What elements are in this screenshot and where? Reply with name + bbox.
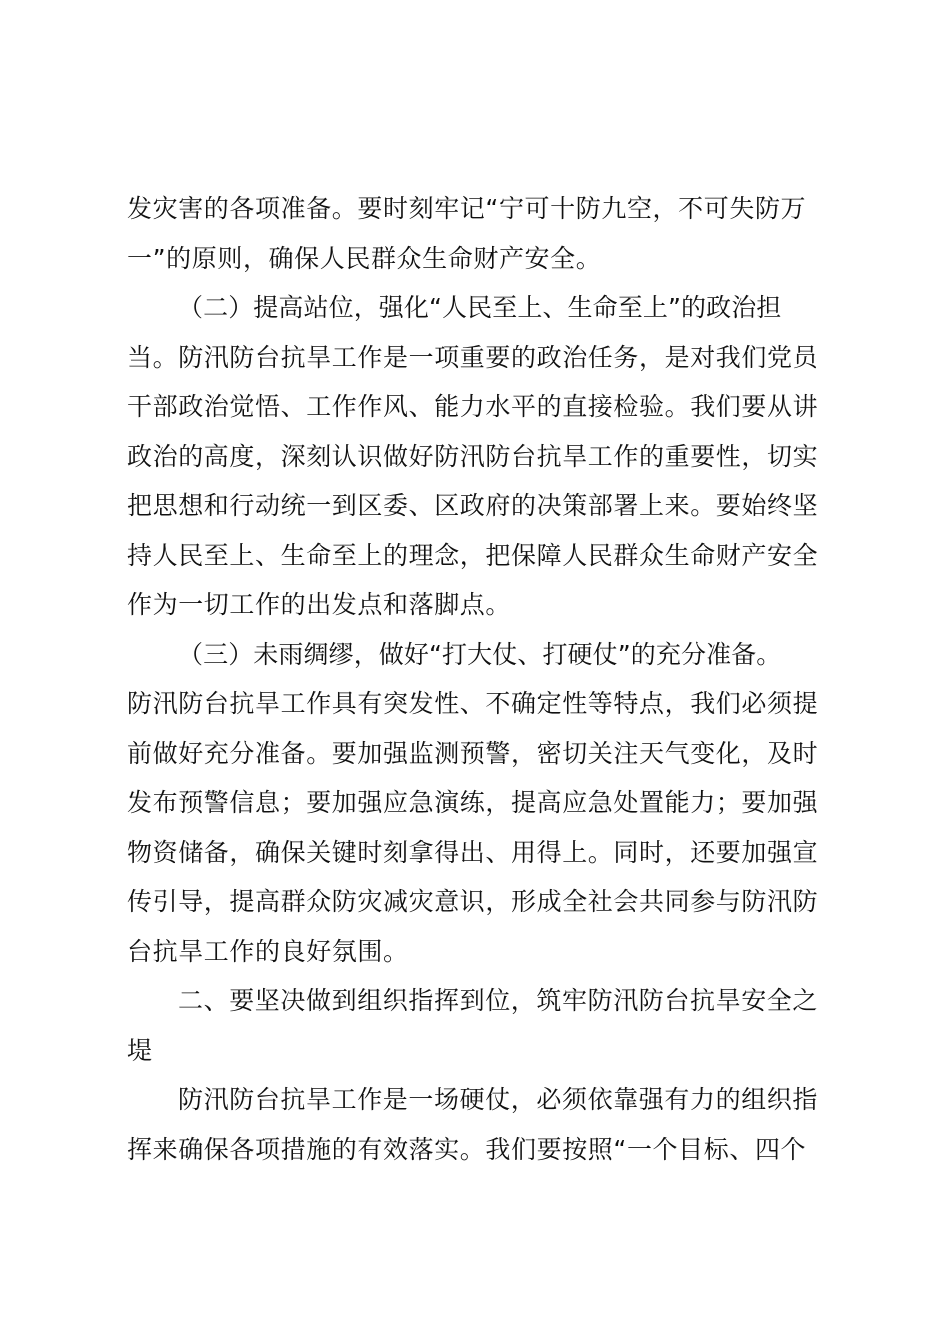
text-line-8: 持人民至上、生命至上的理念，把保障人民群众生命财产安全 xyxy=(127,540,819,570)
text-line-6: 政治的高度，深刻认识做好防汛防台抗旱工作的重要性，切实 xyxy=(127,441,819,471)
text-line-13: 发布预警信息；要加强应急演练，提高应急处置能力；要加强 xyxy=(127,788,819,817)
text-line-19: 防汛防台抗旱工作是一场硬仗，必须依靠强有力的组织指 xyxy=(178,1085,819,1114)
section-heading-2: 二、要坚决做到组织指挥到位，筑牢防汛防台抗旱安全之 xyxy=(178,986,819,1015)
text-line-4: 当。防汛防台抗旱工作是一项重要的政治任务，是对我们党员 xyxy=(127,342,819,372)
text-line-11: 防汛防台抗旱工作具有突发性、不确定性等特点，我们必须提 xyxy=(127,689,819,718)
text-line-12: 前做好充分准备。要加强监测预警，密切关注天气变化，及时 xyxy=(127,738,819,768)
paragraph-heading-2: （二）提高站位，强化“人民至上、生命至上”的政治担 xyxy=(178,293,782,322)
text-line-9: 作为一切工作的出发点和落脚点。 xyxy=(127,590,512,619)
text-line-7: 把思想和行动统一到区委、区政府的决策部署上来。要始终坚 xyxy=(127,491,819,520)
text-line-15: 传引导，提高群众防灾减灾意识，形成全社会共同参与防汛防 xyxy=(127,887,819,916)
section-heading-2-continuation: 堤 xyxy=(127,1035,153,1065)
text-line-5: 干部政治觉悟、工作作风、能力水平的直接检验。我们要从讲 xyxy=(127,392,819,421)
text-line-16: 台抗旱工作的良好氛围。 xyxy=(127,936,409,966)
text-line-20: 挥来确保各项措施的有效落实。我们要按照“一个目标、四个 xyxy=(127,1134,807,1164)
paragraph-heading-3: （三）未雨绸缪，做好“打大仗、打硬仗”的充分准备。 xyxy=(178,639,782,669)
text-line-14: 物资储备，确保关键时刻拿得出、用得上。同时，还要加强宣 xyxy=(127,837,819,867)
text-line-1: 发灾害的各项准备。要时刻牢记“宁可十防九空，不可失防万 xyxy=(127,194,807,223)
text-line-2: 一”的原则，确保人民群众生命财产安全。 xyxy=(127,243,602,273)
document-body xyxy=(127,184,833,1174)
